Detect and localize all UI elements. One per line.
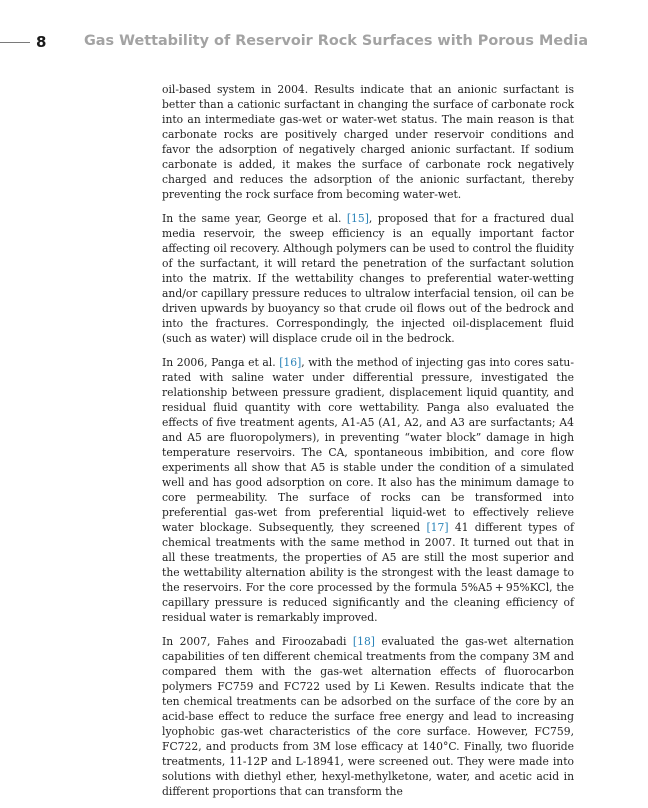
body-text: [162, 82, 574, 808]
citation-link-15[interactable]: [15]: [346, 212, 369, 225]
paragraph-4: [162, 634, 574, 799]
citation-link-17[interactable]: [17]: [426, 521, 449, 534]
citation-link-16[interactable]: [16]: [279, 356, 302, 369]
paragraph-2: [162, 211, 574, 346]
paragraph-text: evaluated the gas-wet alternation capabilities of ten different chemical treatments from the company 3M and compared them with the gas-wet alternation effects of fluorocarbon polymers FC759 and FC722 used by Li Kewen. Results indicate that the ten chemical treatments can be adsorbed on the surface of the core by an acid-base effect to reduce the surface free energy and lead to increasing lyophobic gas-wet characteristics of the core surface. However, FC759, FC722, and products from 3M lose efficacy at 140°C. Finally, two fluoride treatments, 11-12P and L-18941, were screened out. They were made into solutions with diethyl ether, hexyl-methylketone, water, and acetic acid in different proportions that can transform the: [162, 635, 574, 798]
paragraph-text: 41 different types of chemical treatments with the same method in 2007. It turned out that in all these treatments, the properties of A5 are still the most superior and the wettability alternation ability is the strongest with the least damage to the reservoirs. For the core processed by the formula 5%A5 + 95%KCl, the capillary pressure is reduced significantly and the cleaning efficiency of residual water is remarkably improved.: [162, 521, 575, 624]
paragraph-3: [162, 355, 574, 625]
paragraph-text: In 2007, Fahes and Firoozabadi: [162, 635, 353, 648]
page-header: [0, 30, 648, 56]
header-rule: [0, 42, 30, 43]
paragraph-text: , proposed that for a fractured dual media reservoir, the sweep efficiency is an equally important factor affecting oil recovery. Although polymers can be used to control the fluidity of the surfactant, it will retard the penetration of the surfactant solution into the matrix. If the wettability changes to preferential water-wetting and/or capillary pressure reduces to ultralow interfacial tension, oil can be driven upwards by buoyancy so that crude oil flows out of the bedrock and into the fractures. Correspondingly, the injected oil-displacement fluid (such as water) will displace crude oil in the bedrock.: [162, 212, 574, 345]
page-number: 8: [36, 33, 47, 51]
paragraph-text: oil-based system in 2004. Results indicate that an anionic surfactant is better than a cationic surfactant in changing the surface of carbonate rock into an intermediate gas-wet or water-wet status. The main reason is that carbonate rocks are positively charged under reservoir conditions and favor the adsorption of negatively charged anionic surfactant. If sodium carbonate is added, it makes the surface of carbonate rock negatively charged and reduces the adsorption of the anionic surfactant, thereby preventing the rock surface from becoming water-wet.: [162, 83, 574, 201]
citation-link-18[interactable]: [18]: [352, 635, 375, 648]
paragraph-text: , with the method of injecting gas into cores saturated with saline water under differential pressure, investigated the relationship between pressure gradient, displacement liquid quantity, and residual fluid quantity with core wettability. Panga also evaluated the effects of five treatment agents, A1-A5 (A1, A2, and A3 are surfactants; A4 and A5 are fluoropolymers), in preventing “water block” damage in high temperature reservoirs. The CA, spontaneous imbibition, and core flow experiments all show that A5 is stable under the condition of a simulated well and has good adsorption on core. It also has the minimum damage to core permeability. The surface of rocks can be transformed into preferential gas-wet from preferential liquid-wet to effectively relieve water blockage. Subsequently, they screened: [162, 356, 574, 534]
running-title: Gas Wettability of Reservoir Rock Surfaces with Porous Media: [84, 33, 589, 49]
paragraph-1: [162, 82, 574, 202]
paragraph-text: In 2006, Panga et al.: [162, 356, 280, 369]
paragraph-text: In the same year, George et al.: [162, 212, 347, 225]
